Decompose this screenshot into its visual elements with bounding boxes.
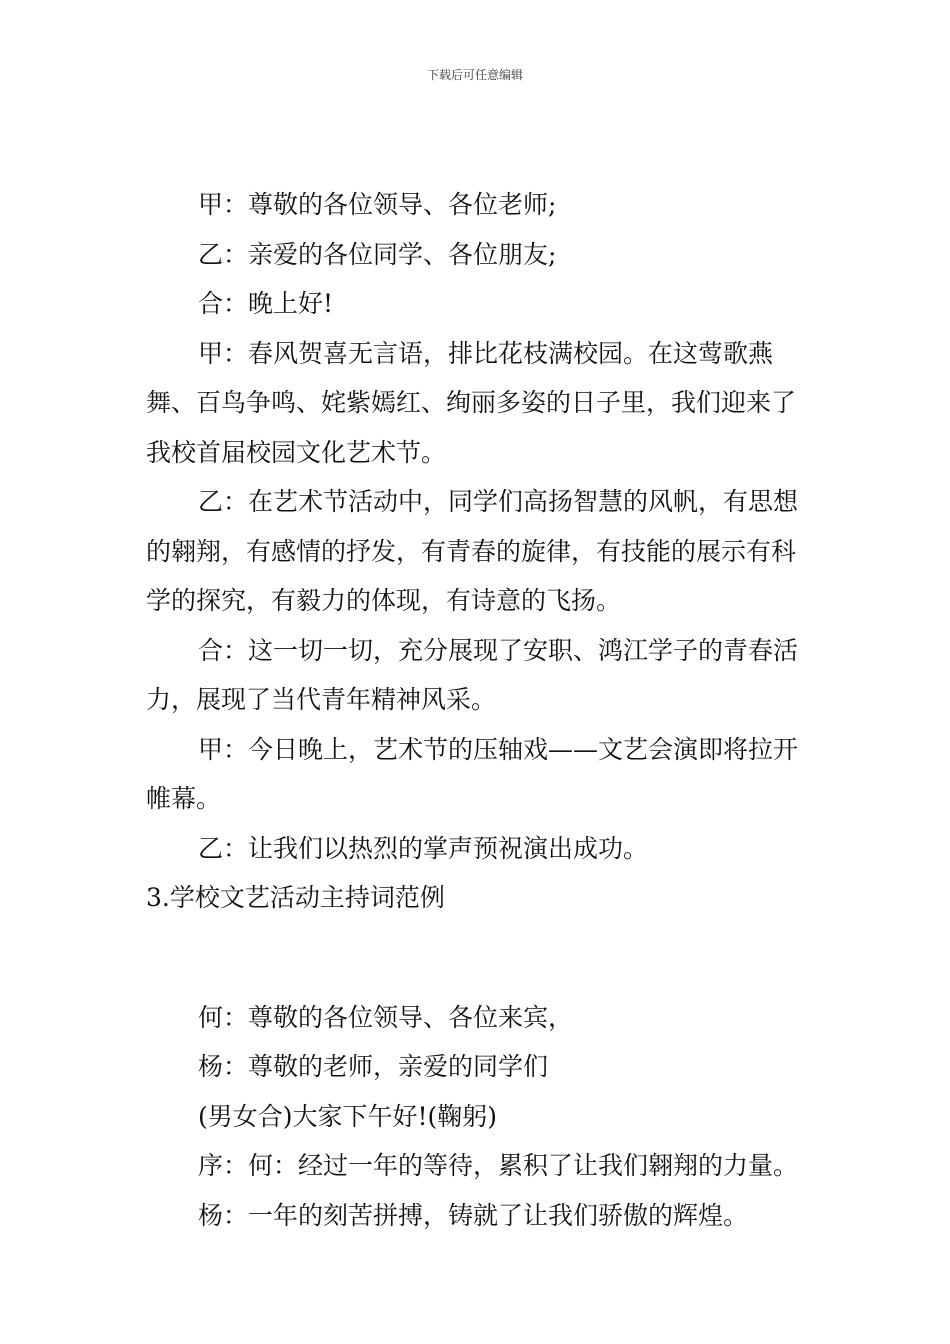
paragraph: 合：晚上好! <box>198 289 334 318</box>
document-body <box>146 180 806 1240</box>
paragraph: 甲：尊敬的各位领导、各位老师; <box>198 190 557 219</box>
paragraph: 乙：亲爱的各位同学、各位朋友; <box>198 239 557 269</box>
blank-spacer <box>146 923 806 993</box>
paragraph: 甲：春风贺喜无言语，排比花枝满校园。在这莺歌燕舞、百鸟争鸣、姹紫嫣红、绚丽多姿的日子里，我们迎来了我校首届校园文化艺术节。 <box>146 338 797 467</box>
paragraph: 合：这一切一切，充分展现了安职、鸿江学子的青春活力，展现了当代青年精神风采。 <box>146 635 799 714</box>
section-heading: 3.学校文艺活动主持词范例 <box>146 883 445 912</box>
paragraph: (男女合)大家下午好!(鞠躬) <box>198 1101 498 1131</box>
paragraph: 何：尊敬的各位领导、各位来宾， <box>198 1002 574 1032</box>
paragraph: 序：何：经过一年的等待，累积了让我们翱翔的力量。 <box>198 1151 799 1180</box>
paragraph: 乙：让我们以热烈的掌声预祝演出成功。 <box>198 833 649 863</box>
paragraph: 甲：今日晚上，艺术节的压轴戏——文艺会演即将拉开帷幕。 <box>146 734 799 813</box>
paragraph: 乙：在艺术节活动中，同学们高扬智慧的风帆，有思想的翱翔，有感情的抒发，有青春的旋律，有技能的展示有科学的探究，有毅力的体现，有诗意的飞扬。 <box>146 487 799 615</box>
paragraph: 杨：尊敬的老师，亲爱的同学们 <box>198 1052 549 1081</box>
page-header-note: 下载后可任意编辑 <box>426 68 523 82</box>
paragraph: 杨：一年的刻苦拼搏，铸就了让我们骄傲的辉煌。 <box>198 1200 749 1230</box>
